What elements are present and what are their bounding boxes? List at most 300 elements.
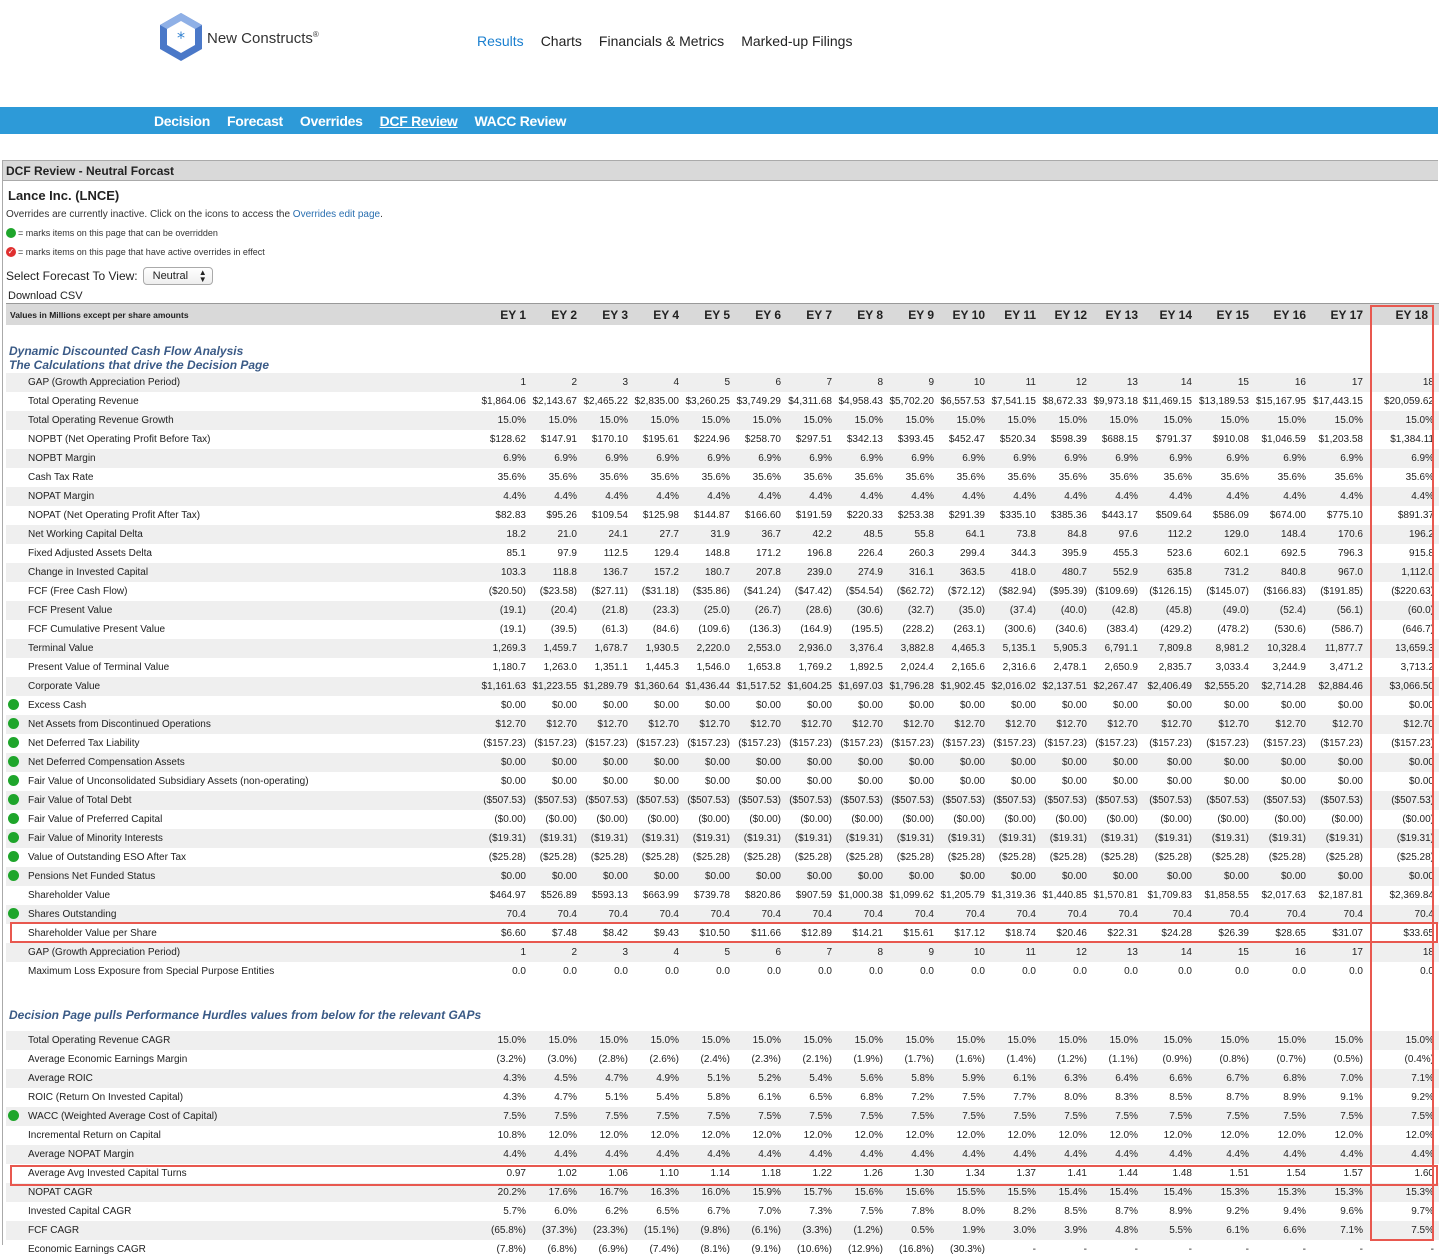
cell-ey13: $0.00 <box>1112 776 1138 787</box>
cell-ey3: 3 <box>622 377 628 388</box>
cell-ey10: 1.34 <box>965 1168 985 1179</box>
cell-ey1: 1 <box>520 947 526 958</box>
cell-ey8: 8 <box>877 947 883 958</box>
cell-ey1: 35.6% <box>497 472 526 483</box>
override-dot-icon[interactable] <box>8 851 19 862</box>
cell-ey11: ($157.23) <box>993 738 1036 749</box>
cell-ey1: 4.4% <box>503 491 526 502</box>
tab-decision[interactable]: Decision <box>154 113 210 129</box>
cell-ey10: (1.6%) <box>955 1054 985 1065</box>
download-csv-link[interactable]: Download CSV <box>8 290 83 302</box>
table-row <box>6 1221 1439 1240</box>
cell-ey10: 10 <box>973 377 985 388</box>
cell-ey7: 6.9% <box>809 453 832 464</box>
cell-ey11: ($0.00) <box>1004 814 1036 825</box>
tab-overrides[interactable]: Overrides <box>299 113 363 129</box>
nav-marked-up-filings[interactable]: Marked-up Filings <box>741 33 853 49</box>
cell-ey18: 15.0% <box>1405 415 1434 426</box>
cell-ey9: 15.0% <box>905 415 934 426</box>
override-dot-icon[interactable] <box>8 832 19 843</box>
cell-ey9: 55.8 <box>914 529 934 540</box>
cell-ey12: ($95.39) <box>1049 586 1087 597</box>
cell-ey17: $0.00 <box>1337 700 1363 711</box>
cell-ey7: 196.8 <box>806 548 832 559</box>
cell-ey13: 70.4 <box>1118 909 1138 920</box>
cell-ey15: 15.3% <box>1220 1187 1249 1198</box>
cell-ey17: 9.6% <box>1340 1206 1363 1217</box>
overrides-edit-link[interactable]: Overrides edit page <box>292 209 381 220</box>
cell-ey10: 70.4 <box>965 909 985 920</box>
cell-ey14: 14 <box>1180 377 1192 388</box>
nav-charts[interactable]: Charts <box>540 33 582 49</box>
cell-ey12: 15.4% <box>1058 1187 1087 1198</box>
cell-ey1: 15.0% <box>497 1035 526 1046</box>
cell-ey5: $739.78 <box>693 890 730 901</box>
cell-ey3: (61.3) <box>601 624 628 635</box>
cell-ey3: (21.8) <box>601 605 628 616</box>
cell-ey17: ($19.31) <box>1325 833 1363 844</box>
cell-ey3: $0.00 <box>602 871 628 882</box>
override-dot-icon[interactable] <box>8 756 19 767</box>
cell-ey17: ($0.00) <box>1331 814 1363 825</box>
cell-ey6: 36.7 <box>761 529 781 540</box>
cell-ey7: (164.9) <box>800 624 832 635</box>
cell-ey8: 7.5% <box>860 1111 883 1122</box>
cell-ey3: 70.4 <box>608 909 628 920</box>
cell-ey3: 6.2% <box>605 1206 628 1217</box>
cell-ey7: 0.0 <box>818 966 832 977</box>
cell-ey16: 1.54 <box>1286 1168 1306 1179</box>
cell-ey2: 118.8 <box>552 567 577 578</box>
cell-ey9: (228.2) <box>902 624 934 635</box>
cell-ey6: 35.6% <box>752 472 781 483</box>
cell-ey15: ($19.31) <box>1211 833 1249 844</box>
cell-ey16: $0.00 <box>1280 757 1306 768</box>
cell-ey9: 15.0% <box>905 1035 934 1046</box>
cell-ey13: $1,570.81 <box>1093 890 1138 901</box>
cell-ey13: 8.3% <box>1115 1092 1138 1103</box>
cell-ey15: ($0.00) <box>1217 814 1249 825</box>
cell-ey17: $12.70 <box>1332 719 1363 730</box>
cell-ey9: $0.00 <box>908 700 934 711</box>
cell-ey3: 1,351.1 <box>594 662 628 673</box>
cell-ey18: 9.2% <box>1411 1092 1434 1103</box>
override-dot-icon[interactable] <box>8 813 19 824</box>
cell-ey5: ($35.86) <box>692 586 730 597</box>
cell-ey5: ($0.00) <box>698 814 730 825</box>
cell-ey15: 1.51 <box>1229 1168 1249 1179</box>
cell-ey6: $12.70 <box>750 719 781 730</box>
cell-ey15: 0.0 <box>1235 966 1249 977</box>
cell-ey7: 4.4% <box>809 1149 832 1160</box>
override-dot-icon[interactable] <box>8 908 19 919</box>
cell-ey18: 35.6% <box>1405 472 1434 483</box>
table-row <box>6 373 1439 392</box>
cell-ey9: $253.38 <box>897 510 934 521</box>
cell-ey3: $0.00 <box>602 700 628 711</box>
cell-ey3: $109.54 <box>591 510 628 521</box>
cell-ey13: $9,973.18 <box>1093 396 1138 407</box>
column-header-ey6: EY 6 <box>755 308 781 322</box>
cell-ey2: $147.91 <box>540 434 577 445</box>
cell-ey4: (7.4%) <box>649 1244 679 1255</box>
table-row <box>6 810 1439 829</box>
cell-ey1: (3.2%) <box>496 1054 526 1065</box>
dcf-table <box>6 303 1439 1259</box>
cell-ey13: (383.4) <box>1106 624 1138 635</box>
cell-ey13: 15.0% <box>1109 415 1138 426</box>
cell-ey3: 24.1 <box>608 529 628 540</box>
cell-ey4: (84.6) <box>652 624 679 635</box>
cell-ey9: $0.00 <box>908 871 934 882</box>
table-row <box>6 886 1439 905</box>
row-label: Fair Value of Minority Interests <box>28 833 163 844</box>
cell-ey2: $526.89 <box>540 890 577 901</box>
cell-ey12: ($507.53) <box>1044 795 1087 806</box>
cell-ey8: $0.00 <box>857 757 883 768</box>
cell-ey3: $8.42 <box>602 928 628 939</box>
cell-ey5: 6.9% <box>707 453 730 464</box>
cell-ey18: 1.60 <box>1414 1168 1434 1179</box>
cell-ey5: (25.0) <box>703 605 730 616</box>
cell-ey14: ($157.23) <box>1149 738 1192 749</box>
cell-ey4: $0.00 <box>653 776 679 787</box>
top-nav <box>477 33 852 49</box>
cell-ey11: $1,319.36 <box>991 890 1036 901</box>
cell-ey3: 5.1% <box>605 1092 628 1103</box>
cell-ey11: 15.5% <box>1007 1187 1036 1198</box>
table-row <box>6 772 1439 791</box>
cell-ey13: 1.44 <box>1118 1168 1138 1179</box>
cell-ey6: $0.00 <box>755 757 781 768</box>
cell-ey2: $0.00 <box>551 700 577 711</box>
table-row <box>6 1126 1439 1145</box>
table-row <box>6 791 1439 810</box>
cell-ey8: ($157.23) <box>840 738 883 749</box>
cell-ey12: 8.0% <box>1064 1092 1087 1103</box>
row-label: Average NOPAT Margin <box>28 1149 134 1160</box>
cell-ey6: 15.0% <box>752 1035 781 1046</box>
cell-ey17: 15.0% <box>1334 1035 1363 1046</box>
row-label: Net Assets from Discontinued Operations <box>28 719 211 730</box>
cell-ey4: 4.4% <box>656 491 679 502</box>
cell-ey7: (28.6) <box>805 605 832 616</box>
override-dot-icon[interactable] <box>8 699 19 710</box>
row-label: Fair Value of Preferred Capital <box>28 814 163 825</box>
cell-ey8: 6.8% <box>860 1092 883 1103</box>
cell-ey2: ($23.58) <box>539 586 577 597</box>
cell-ey8: $0.00 <box>857 871 883 882</box>
cell-ey5: $0.00 <box>704 700 730 711</box>
cell-ey3: ($19.31) <box>590 833 628 844</box>
cell-ey16: 15.0% <box>1277 415 1306 426</box>
row-label: NOPAT CAGR <box>28 1187 93 1198</box>
cell-ey2: 17.6% <box>548 1187 577 1198</box>
cell-ey16: 15.0% <box>1277 1035 1306 1046</box>
cell-ey15: $26.39 <box>1218 928 1249 939</box>
row-label: Fair Value of Unconsolidated Subsidiary Assets (non-operating) <box>28 776 309 787</box>
override-dot-icon[interactable] <box>8 718 19 729</box>
cell-ey18: $20,059.62 <box>1383 396 1434 407</box>
cell-ey12: $2,137.51 <box>1042 681 1087 692</box>
cell-ey10: $12.70 <box>954 719 985 730</box>
tab-dcf-review[interactable]: DCF Review <box>379 113 458 129</box>
cell-ey7: $4,311.68 <box>788 396 832 407</box>
cell-ey4: 12.0% <box>650 1130 679 1141</box>
cell-ey4: 0.0 <box>665 966 679 977</box>
nav-results[interactable]: Results <box>477 33 524 49</box>
cell-ey5: 31.9 <box>710 529 730 540</box>
cell-ey6: 171.2 <box>755 548 781 559</box>
cell-ey5: ($25.28) <box>692 852 730 863</box>
cell-ey7: $0.00 <box>806 871 832 882</box>
cell-ey13: 6.9% <box>1115 453 1138 464</box>
cell-ey9: 2,024.4 <box>900 662 934 673</box>
company-name: Lance Inc. (LNCE) <box>8 188 120 203</box>
cell-ey11: 8.2% <box>1013 1206 1036 1217</box>
override-dot-icon[interactable] <box>8 775 19 786</box>
cell-ey9: ($157.23) <box>891 738 934 749</box>
cell-ey9: $5,702.20 <box>889 396 934 407</box>
cell-ey6: $0.00 <box>755 776 781 787</box>
cell-ey11: 4.4% <box>1013 491 1036 502</box>
cell-ey6: $0.00 <box>755 871 781 882</box>
cell-ey15: 15 <box>1237 947 1249 958</box>
cell-ey15: 35.6% <box>1220 472 1249 483</box>
cell-ey11: $520.34 <box>999 434 1036 445</box>
cell-ey17: $775.10 <box>1326 510 1363 521</box>
cell-ey10: 4.4% <box>962 1149 985 1160</box>
cell-ey12: $20.46 <box>1056 928 1087 939</box>
cell-ey6: 2,553.0 <box>747 643 781 654</box>
cell-ey13: 97.6 <box>1118 529 1138 540</box>
cell-ey5: 1.14 <box>710 1168 730 1179</box>
cell-ey12: 4.4% <box>1064 1149 1087 1160</box>
cell-ey10: $0.00 <box>959 871 985 882</box>
cell-ey16: 7.5% <box>1283 1111 1306 1122</box>
cell-ey9: 260.3 <box>908 548 934 559</box>
cell-ey2: 4.4% <box>554 491 577 502</box>
table-row <box>6 1145 1439 1164</box>
cell-ey10: $452.47 <box>948 434 985 445</box>
row-label: Total Operating Revenue CAGR <box>28 1035 171 1046</box>
cell-ey2: ($157.23) <box>534 738 577 749</box>
cell-ey17: 17 <box>1351 947 1363 958</box>
tab-wacc-review[interactable]: WACC Review <box>474 113 567 129</box>
cell-ey12: $0.00 <box>1061 871 1087 882</box>
cell-ey8: (1.2%) <box>853 1225 883 1236</box>
cell-ey11: $0.00 <box>1010 757 1036 768</box>
cell-ey10: (30.3%) <box>949 1244 985 1255</box>
cell-ey18: ($157.23) <box>1391 738 1434 749</box>
cell-ey14: 6.6% <box>1169 1073 1192 1084</box>
cell-ey10: 15.0% <box>956 415 985 426</box>
cell-ey6: $11.66 <box>751 928 781 939</box>
cell-ey12: ($19.31) <box>1049 833 1087 844</box>
cell-ey4: 4.9% <box>656 1073 679 1084</box>
cell-ey18: ($19.31) <box>1396 833 1434 844</box>
cell-ey4: 5.4% <box>656 1092 679 1103</box>
cell-ey18: 6.9% <box>1411 453 1434 464</box>
cell-ey1: 103.3 <box>500 567 526 578</box>
cell-ey12: 6.3% <box>1064 1073 1087 1084</box>
cell-ey8: $1,000.38 <box>838 890 883 901</box>
cell-ey12: 12.0% <box>1058 1130 1087 1141</box>
cell-ey6: 15.0% <box>752 415 781 426</box>
cell-ey14: $0.00 <box>1166 700 1192 711</box>
cell-ey4: 16.3% <box>650 1187 679 1198</box>
table-row <box>6 620 1439 639</box>
cell-ey6: 5.2% <box>758 1073 781 1084</box>
cell-ey6: (26.7) <box>754 605 781 616</box>
shareholder-value-per-share-highlight <box>10 922 1438 943</box>
cell-ey11: $7,541.15 <box>991 396 1036 407</box>
override-dot-icon[interactable] <box>8 737 19 748</box>
cell-ey7: 7 <box>826 377 832 388</box>
cell-ey18: $2,369.84 <box>1389 890 1434 901</box>
cell-ey10: 64.1 <box>965 529 985 540</box>
cell-ey2: 1,459.7 <box>543 643 577 654</box>
cell-ey12: ($157.23) <box>1044 738 1087 749</box>
panel-title: DCF Review - Neutral Forcast <box>3 161 1438 181</box>
cell-ey1: 1 <box>520 377 526 388</box>
cell-ey16: 35.6% <box>1277 472 1306 483</box>
cell-ey9: 0.0 <box>920 966 934 977</box>
cell-ey6: ($157.23) <box>738 738 781 749</box>
section-subtitle: The Calculations that drive the Decision Page <box>9 358 270 372</box>
cell-ey7: ($19.31) <box>794 833 832 844</box>
cell-ey8: 15.0% <box>854 415 883 426</box>
row-label: NOPAT Margin <box>28 491 95 502</box>
cell-ey16: $12.70 <box>1275 719 1306 730</box>
cell-ey17: $0.00 <box>1337 776 1363 787</box>
cell-ey14: $509.64 <box>1155 510 1192 521</box>
cell-ey12: $8,672.33 <box>1042 396 1087 407</box>
cell-ey10: 0.0 <box>971 966 985 977</box>
cell-ey7: 239.0 <box>806 567 832 578</box>
cell-ey2: (20.4) <box>550 605 577 616</box>
cell-ey13: ($109.69) <box>1095 586 1138 597</box>
table-row <box>6 658 1439 677</box>
cell-ey7: (10.6%) <box>796 1244 832 1255</box>
cell-ey3: 15.0% <box>599 415 628 426</box>
nav-financials-metrics[interactable]: Financials & Metrics <box>598 33 725 49</box>
cell-ey16: $0.00 <box>1280 776 1306 787</box>
cell-ey13: ($25.28) <box>1100 852 1138 863</box>
cell-ey15: (49.0) <box>1222 605 1249 616</box>
cell-ey16: 16 <box>1294 377 1306 388</box>
cell-ey5: 5 <box>724 947 730 958</box>
cell-ey1: $1,864.06 <box>481 396 526 407</box>
cell-ey9: 9 <box>928 947 934 958</box>
cell-ey18: 4.4% <box>1411 1149 1434 1160</box>
cell-ey9: ($62.72) <box>896 586 934 597</box>
row-label: Present Value of Terminal Value <box>28 662 170 673</box>
cell-ey10: 7.5% <box>962 1092 985 1103</box>
cell-ey6: 7.5% <box>758 1111 781 1122</box>
cell-ey13: $22.31 <box>1107 928 1138 939</box>
cell-ey3: 136.7 <box>602 567 628 578</box>
cell-ey14: 4.4% <box>1169 1149 1192 1160</box>
new-constructs-logo[interactable] <box>158 12 204 62</box>
forecast-select[interactable]: Neutral ▲ ▼ <box>143 267 213 285</box>
cell-ey18: 3,713.2 <box>1400 662 1434 673</box>
override-dot-icon[interactable] <box>8 1110 19 1121</box>
cell-ey12: 7.5% <box>1064 1111 1087 1122</box>
cell-ey8: 12.0% <box>854 1130 883 1141</box>
cell-ey1: ($0.00) <box>494 814 526 825</box>
cell-ey13: 35.6% <box>1109 472 1138 483</box>
cell-ey16: $15,167.95 <box>1255 396 1306 407</box>
cell-ey11: 73.8 <box>1016 529 1036 540</box>
column-header-ey18: EY 18 <box>1395 308 1428 322</box>
cell-ey14: 5.5% <box>1169 1225 1192 1236</box>
cell-ey3: (6.9%) <box>598 1244 628 1255</box>
cell-ey7: $0.00 <box>806 757 832 768</box>
cell-ey10: 1.9% <box>962 1225 985 1236</box>
cell-ey5: $3,260.25 <box>685 396 730 407</box>
cell-ey8: $14.21 <box>852 928 883 939</box>
cell-ey5: $0.00 <box>704 757 730 768</box>
cell-ey9: 12.0% <box>905 1130 934 1141</box>
cell-ey7: 15.7% <box>803 1187 832 1198</box>
cell-ey11: ($19.31) <box>998 833 1036 844</box>
cell-ey3: 112.5 <box>603 548 628 559</box>
cell-ey10: 363.5 <box>959 567 985 578</box>
column-header-ey14: EY 14 <box>1159 308 1192 322</box>
cell-ey17: 796.3 <box>1337 548 1363 559</box>
cell-ey3: 1.06 <box>608 1168 628 1179</box>
cell-ey10: (263.1) <box>953 624 985 635</box>
cell-ey9: 4.4% <box>911 491 934 502</box>
cell-ey13: $12.70 <box>1107 719 1138 730</box>
cell-ey11: 11 <box>1025 947 1036 958</box>
cell-ey18: 7.1% <box>1411 1073 1434 1084</box>
cell-ey11: 4.4% <box>1013 1149 1036 1160</box>
cell-ey6: $3,749.29 <box>736 396 781 407</box>
cell-ey11: - <box>1032 1244 1036 1255</box>
cell-ey15: 15 <box>1237 377 1249 388</box>
override-dot-icon[interactable] <box>8 794 19 805</box>
cell-ey15: $1,858.55 <box>1204 890 1249 901</box>
cell-ey2: 2 <box>571 377 577 388</box>
override-dot-icon[interactable] <box>8 870 19 881</box>
cell-ey7: 6.5% <box>809 1092 832 1103</box>
cell-ey7: $0.00 <box>806 700 832 711</box>
cell-ey12: 480.7 <box>1061 567 1087 578</box>
cell-ey14: 7,809.8 <box>1158 643 1192 654</box>
cell-ey14: $2,406.49 <box>1147 681 1192 692</box>
column-header-ey15: EY 15 <box>1216 308 1249 322</box>
tab-forecast[interactable]: Forecast <box>226 113 283 129</box>
cell-ey5: $12.70 <box>699 719 730 730</box>
row-label: GAP (Growth Appreciation Period) <box>28 377 181 388</box>
cell-ey6: ($41.24) <box>743 586 781 597</box>
cell-ey17: 12.0% <box>1334 1130 1363 1141</box>
cell-ey15: 6.7% <box>1226 1073 1249 1084</box>
cell-ey1: ($20.50) <box>488 586 526 597</box>
cell-ey13: ($157.23) <box>1095 738 1138 749</box>
cell-ey4: $0.00 <box>653 757 679 768</box>
cell-ey6: 4.4% <box>758 1149 781 1160</box>
cell-ey11: 0.0 <box>1022 966 1036 977</box>
cell-ey5: 1,546.0 <box>696 662 730 673</box>
cell-ey1: 10.8% <box>497 1130 526 1141</box>
cell-ey2: 12.0% <box>548 1130 577 1141</box>
cell-ey16: ($507.53) <box>1263 795 1306 806</box>
cell-ey3: $170.10 <box>591 434 628 445</box>
cell-ey13: 4.8% <box>1115 1225 1138 1236</box>
